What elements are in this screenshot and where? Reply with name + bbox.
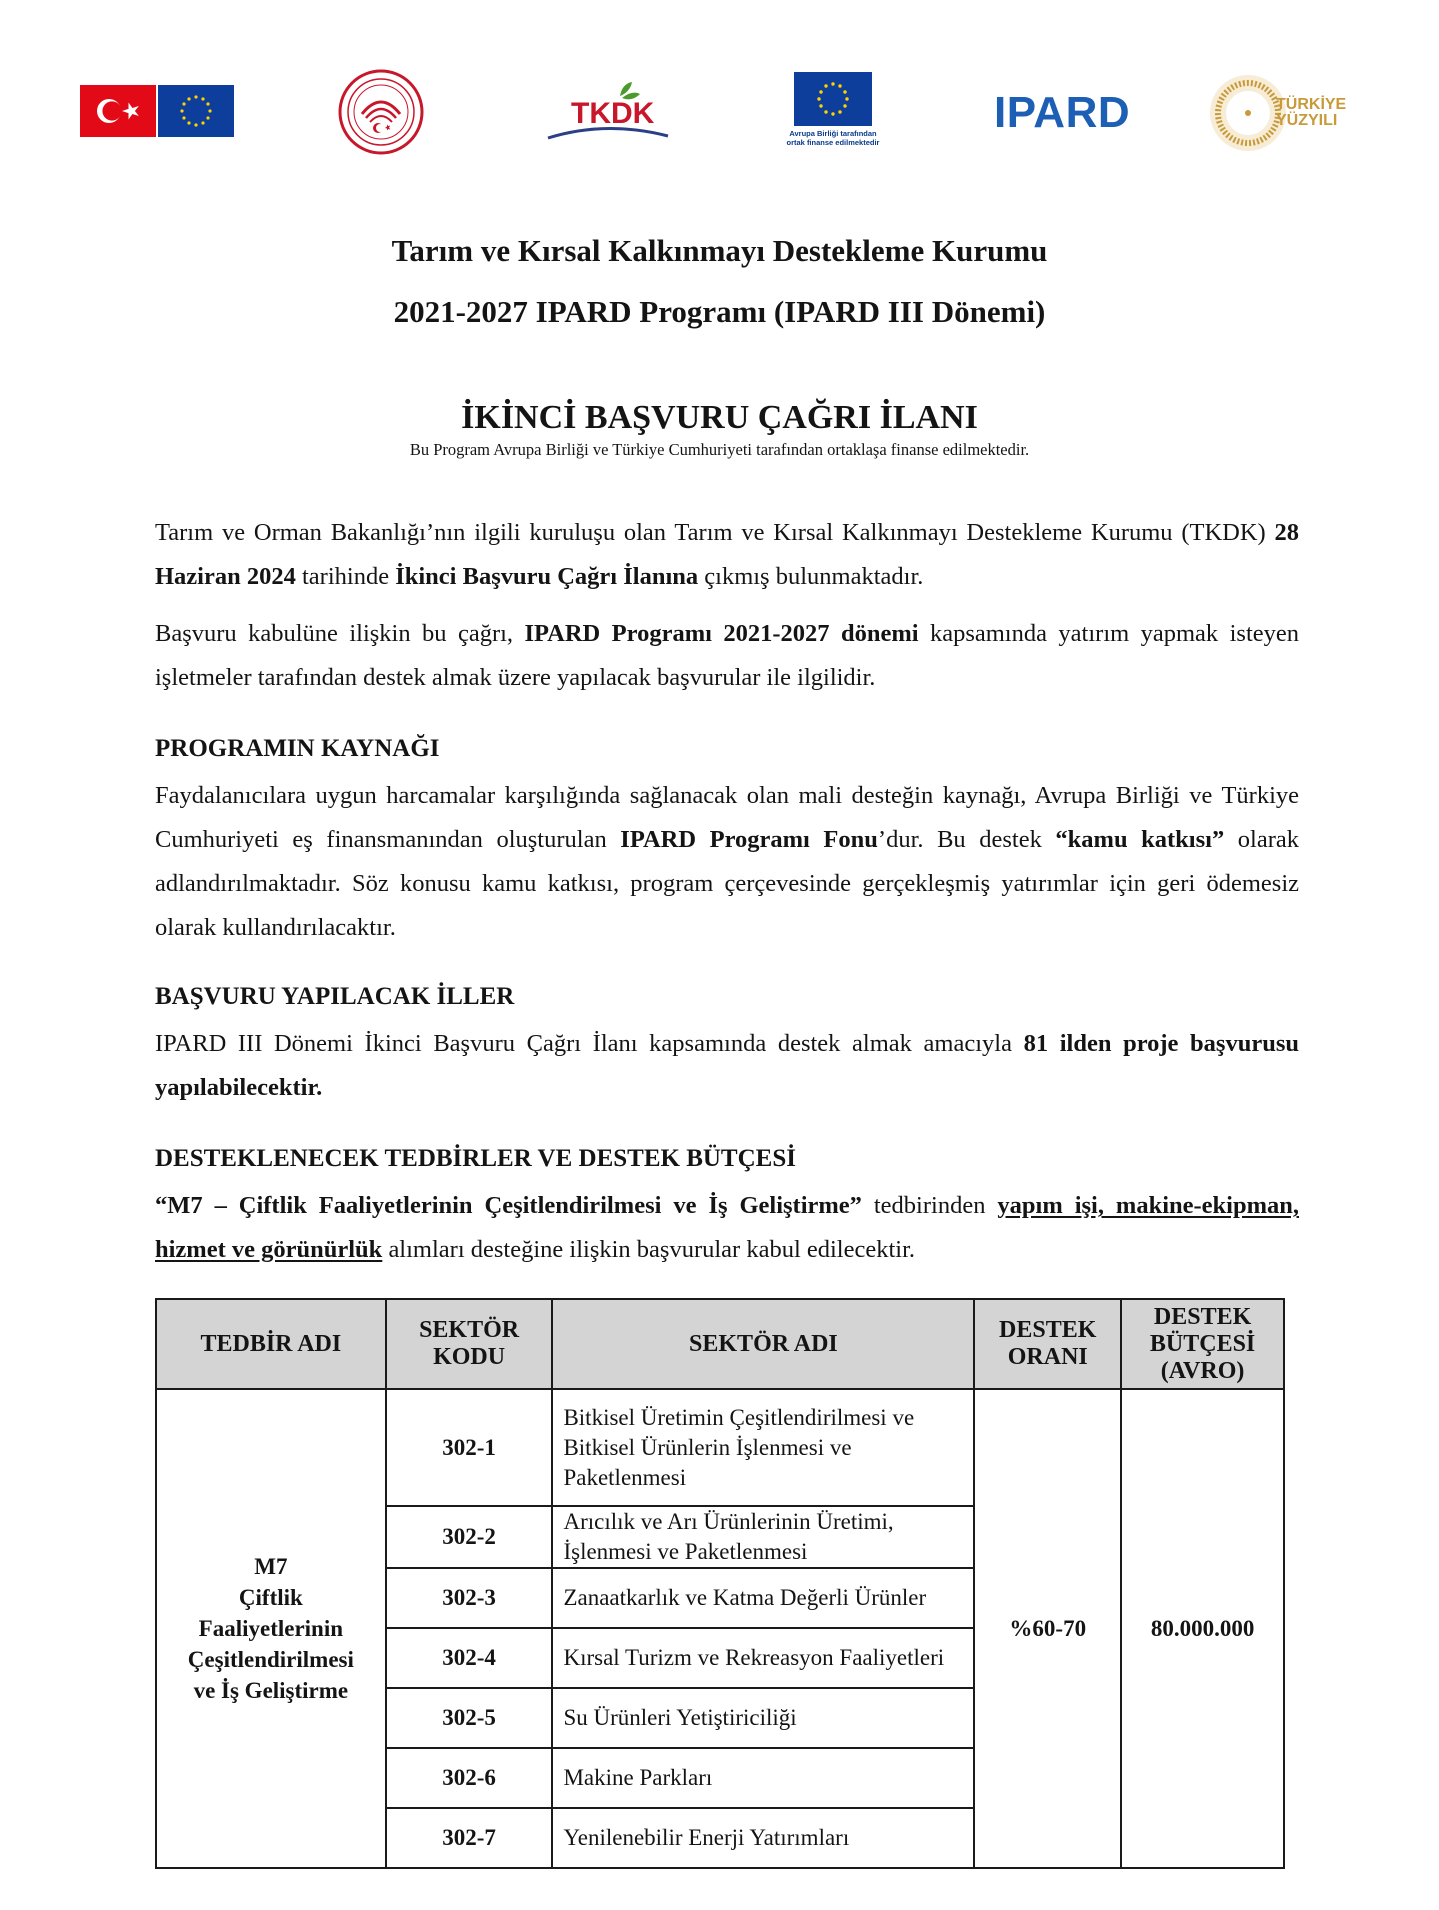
- sector-code-cell: 302-7: [386, 1808, 553, 1868]
- sector-code-cell: 302-4: [386, 1628, 553, 1688]
- turkiye-yuzyili-line2: YÜZYILI: [1276, 112, 1338, 129]
- provinces-section-heading: BAŞVURU YAPILACAK İLLER: [155, 983, 515, 1010]
- support-rate-cell: %60-70: [974, 1389, 1121, 1868]
- header-sector-name: SEKTÖR ADI: [552, 1299, 974, 1389]
- sector-code-cell: 302-3: [386, 1568, 553, 1628]
- call-subtitle: Bu Program Avrupa Birliği ve Türkiye Cumhuriyeti tarafından ortaklaşa finanse edilmektedir.: [409, 440, 1030, 459]
- eu-cofinance-logo: [766, 72, 900, 156]
- provinces-section-paragraph: IPARD III Dönemi İkinci Başvuru Çağrı İlanı kapsamında destek almak amacıyla 81 ilden proje başvurusu yapılabilecektir.: [155, 1030, 1299, 1101]
- eu-cofinance-caption-1: Avrupa Birliği tarafından: [789, 129, 877, 138]
- sector-name-cell: Bitkisel Üretimin Çeşitlendirilmesi ve Bitkisel Ürünlerin İşlenmesi ve Paketlenmesi: [552, 1389, 974, 1506]
- sector-name-cell: Kırsal Turizm ve Rekreasyon Faaliyetleri: [552, 1628, 974, 1688]
- intro-paragraph-1: Tarım ve Orman Bakanlığı’nın ilgili kuruluşu olan Tarım ve Kırsal Kalkınmayı Destekleme Kurumu (TKDK) 28 Haziran 2024 tarihinde İkinci Başvuru Çağrı İlanına çıkmış bulunmaktadır.: [155, 519, 1299, 590]
- eu-flag: [158, 85, 234, 137]
- ipard-logo: IPARD: [994, 88, 1131, 137]
- header-support-rate: DESTEK ORANI: [974, 1299, 1121, 1389]
- support-budget-cell: 80.000.000: [1121, 1389, 1284, 1868]
- call-title: İKİNCİ BAŞVURU ÇAĞRI İLANI: [461, 399, 978, 436]
- table-header-row: [156, 1299, 1284, 1389]
- source-section-heading: PROGRAMIN KAYNAĞI: [155, 735, 440, 762]
- logo-row: [0, 68, 1439, 158]
- sector-name-cell: Su Ürünleri Yetiştiriciliği: [552, 1688, 974, 1748]
- measures-section-heading: DESTEKLENECEK TEDBİRLER VE DESTEK BÜTÇESİ: [155, 1145, 796, 1172]
- org-title: Tarım ve Kırsal Kalkınmayı Destekleme Kurumu: [391, 233, 1048, 268]
- eu-cofinance-caption-2: ortak finanse edilmektedir: [786, 138, 880, 147]
- turkiye-yuzyili-logo: [1206, 71, 1356, 155]
- sector-code-cell: 302-5: [386, 1688, 553, 1748]
- measures-table: [155, 1298, 1285, 1869]
- measure-name-cell: M7 Çiftlik Faaliyetlerinin Çeşitlendirilmesi ve İş Geliştirme: [156, 1389, 386, 1868]
- turkiye-yuzyili-line1: TÜRKİYE: [1276, 96, 1347, 113]
- header-sector-code: SEKTÖR KODU: [386, 1299, 553, 1389]
- header-support-budget: DESTEK BÜTÇESİ (AVRO): [1121, 1299, 1284, 1389]
- sector-code-cell: 302-6: [386, 1748, 553, 1808]
- measures-section-paragraph: “M7 – Çiftlik Faaliyetlerinin Çeşitlendirilmesi ve İş Geliştirme” tedbirinden yapım işi, makine-ekipman, hizmet ve görünürlük alımları desteğine ilişkin başvurular kabul edilecektir.: [155, 1192, 1300, 1263]
- table-row: [156, 1389, 1284, 1506]
- turkey-eu-flags-logo: [80, 85, 234, 137]
- sector-name-cell: Yenilenebilir Enerji Yatırımları: [552, 1808, 974, 1868]
- program-title: 2021-2027 IPARD Programı (IPARD III Dönemi): [393, 294, 1046, 329]
- source-section-paragraph: Faydalanıcılara uygun harcamalar karşılığında sağlanacak olan mali desteğin kaynağı, Avrupa Birliği ve Türkiye Cumhuriyeti eş finansmanından oluşturulan IPARD Programı Fonu’dur. Bu destek “kamu katkısı” olarak adlandırılmaktadır. Söz konusu kamu katkısı, program çerçevesinde gerçekleşmiş yatırımlar için geri ödemesiz olarak kullandırılacaktır.: [155, 782, 1299, 941]
- header-measure: TEDBİR ADI: [156, 1299, 386, 1389]
- ministry-seal-logo: [338, 68, 424, 156]
- sector-code-cell: 302-1: [386, 1389, 553, 1506]
- sector-name-cell: Arıcılık ve Arı Ürünlerinin Üretimi, İşlenmesi ve Paketlenmesi: [552, 1506, 974, 1568]
- sector-name-cell: Makine Parkları: [552, 1748, 974, 1808]
- sector-code-cell: 302-2: [386, 1506, 553, 1568]
- tkdk-wordmark: TKDK: [571, 97, 655, 130]
- sector-name-cell: Zanaatkarlık ve Katma Değerli Ürünler: [552, 1568, 974, 1628]
- tkdk-logo: [540, 76, 672, 146]
- intro-paragraph-2: Başvuru kabulüne ilişkin bu çağrı, IPARD Programı 2021-2027 dönemi kapsamında yatırım yapmak isteyen işletmeler tarafından destek almak üzere yapılacak başvurular ile ilgilidir.: [155, 620, 1299, 691]
